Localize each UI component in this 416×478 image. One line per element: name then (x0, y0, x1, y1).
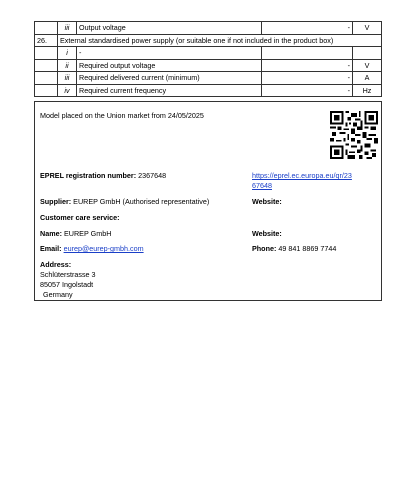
spec-row-value: - (262, 59, 353, 72)
spec-row-unit: V (353, 59, 382, 72)
eprel-link-line1[interactable]: https://eprel.ec.europa.eu/qr/23 (252, 171, 352, 180)
email-row (40, 244, 144, 253)
name-label: Name: (40, 229, 62, 238)
spec-row-value: - (262, 84, 353, 97)
spec-row-number (35, 59, 58, 72)
placed-on-market-text: Model placed on the Union market from 24/05/2025 (40, 111, 204, 120)
supplier-row (40, 197, 209, 206)
product-spec-table (34, 21, 382, 97)
eprel-number: 2367648 (138, 171, 167, 180)
spec-row-description: External standardised power supply (or suitable one if not included in the product box) (58, 34, 382, 47)
website-label: Website: (252, 197, 282, 206)
email-link[interactable]: eurep@eurep-gmbh.com (63, 244, 144, 253)
eprel-row (40, 171, 166, 180)
spec-row-number (35, 84, 58, 97)
email-label: Email: (40, 244, 62, 253)
supplier-value: EUREP GmbH (Authorised representative) (73, 197, 210, 206)
customer-care-label: Customer care service: (40, 213, 120, 222)
address-line1: Schlüterstrasse 3 (40, 270, 96, 279)
spec-row (35, 72, 382, 85)
name-row (40, 229, 111, 238)
address-line3: Germany (43, 290, 73, 299)
spec-row-value: - (262, 22, 353, 35)
spec-row (35, 47, 382, 60)
spec-row-subindex: iii (58, 72, 77, 85)
spec-row-number (35, 22, 58, 35)
spec-row-unit: Hz (353, 84, 382, 97)
website2-label: Website: (252, 229, 282, 238)
spec-row-subindex: iii (58, 22, 77, 35)
supplier-label: Supplier: (40, 197, 72, 206)
phone-value: 49 841 8869 7744 (278, 244, 337, 253)
phone-row (252, 244, 336, 253)
spec-row-subindex: ii (58, 59, 77, 72)
spec-row (35, 59, 382, 72)
spec-row-number: 26. (35, 34, 58, 47)
spec-row (35, 34, 382, 47)
qr-code[interactable] (330, 111, 378, 159)
spec-row-description: Required current frequency (77, 84, 262, 97)
eprel-label: EPREL registration number: (40, 171, 137, 180)
address-label: Address: (40, 260, 72, 269)
spec-row (35, 84, 382, 97)
spec-row-unit: A (353, 72, 382, 85)
model-info-box (34, 101, 382, 301)
spec-row-unit (353, 47, 382, 60)
spec-row-description: Output voltage (77, 22, 262, 35)
address-line2: 85057 Ingolstadt (40, 280, 94, 289)
spec-row-number (35, 72, 58, 85)
spec-row (35, 22, 382, 35)
spec-row-description: Required output voltage (77, 59, 262, 72)
spec-row-subindex: i (58, 47, 77, 60)
spec-row-value (262, 47, 353, 60)
spec-row-subindex: iv (58, 84, 77, 97)
spec-row-unit: V (353, 22, 382, 35)
spec-row-number (35, 47, 58, 60)
phone-label: Phone: (252, 244, 277, 253)
spec-row-value: - (262, 72, 353, 85)
name-value: EUREP GmbH (63, 229, 112, 238)
eprel-link-line2[interactable]: 67648 (252, 181, 272, 190)
spec-row-description: - (77, 47, 262, 60)
spec-row-description: Required delivered current (minimum) (77, 72, 262, 85)
